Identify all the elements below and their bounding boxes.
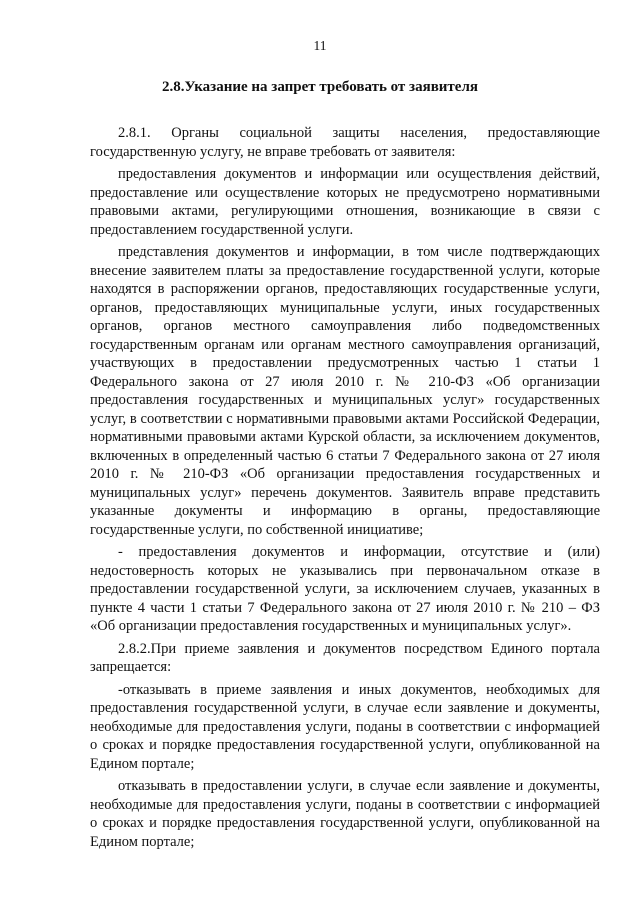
- section-title: 2.8.Указание на запрет требовать от заявителя: [161, 79, 478, 95]
- page-number: 11: [313, 38, 327, 53]
- paragraph-2-8-2: 2.8.2.При приеме заявления и документов посредством Единого портала запрещается:: [90, 640, 600, 675]
- paragraph-refuse-acceptance: -отказывать в приеме заявления и иных документов, необходимых для предоставления государственной услуги, в случае если заявление и документы, необходимые для предоставления услуги, поданы в соответствии с информацией о сроках и порядке предоставления государственной услуги, опубликованной на Едином портале;: [90, 681, 600, 772]
- paragraph-refuse-service: отказывать в предоставлении услуги, в случае если заявление и документы, необходимые для предоставления услуги, поданы в соответствии с информацией о сроках и порядке предоставления государственной услуги, опубликованной на Едином портале;: [90, 778, 600, 850]
- paragraph-2-8-1: 2.8.1. Органы социальной защиты населения, предоставляющие государственную услугу, не вправе требовать от заявителя:: [90, 125, 600, 160]
- paragraph-documents-held-by-agencies: представления документов и информации, в том числе подтверждающих внесение заявителем платы за предоставление государственной услуги, которые находятся в распоряжении органов, предоставляющих государственные услуги, органов, предоставляющих муниципальные услуги, иных государственных органов, органов местного самоуправления либо подведомственных государственным органам или органам местного самоуправления организаций, участвующих в предоставлении предусмотренных частью 1 статьи 1 Федерального закона от 27 июля 2010 г. № 210-ФЗ «Об организации предоставления государственных и муниципальных услуг» государственных услуг, в соответствии с нормативными правовыми актами Российской Федерации, нормативными правовыми актами Курской области, за исключением документов, включенных в определенный частью 6 статьи 7 Федерального закона от 27 июля 2010 г. № 210-ФЗ «Об организации предоставления государственных и муниципальных услуг» перечень документов. Заявитель вправе представить указанные документы и информацию в органы, предоставляющие государственные услуги, по собственной инициативе;: [90, 244, 600, 538]
- paragraph-missing-documents: - предоставления документов и информации, отсутствие и (или) недостоверность которых не указывались при первоначальном отказе в предоставлении государственной услуги, за исключением случаев, указанных в пункте 4 части 1 статьи 7 Федерального закона от 27 июля 2010 г. № 210 – ФЗ «Об организации предоставления государственных и муниципальных услуг».: [90, 544, 600, 634]
- paragraph-documents-not-required: предоставления документов и информации или осуществления действий, предоставление или осуществление которых не предусмотрено нормативными правовыми актами, регулирующими отношения, возникающие в связи с предоставлением государственной услуги.: [90, 166, 600, 238]
- document-body: [90, 124, 600, 855]
